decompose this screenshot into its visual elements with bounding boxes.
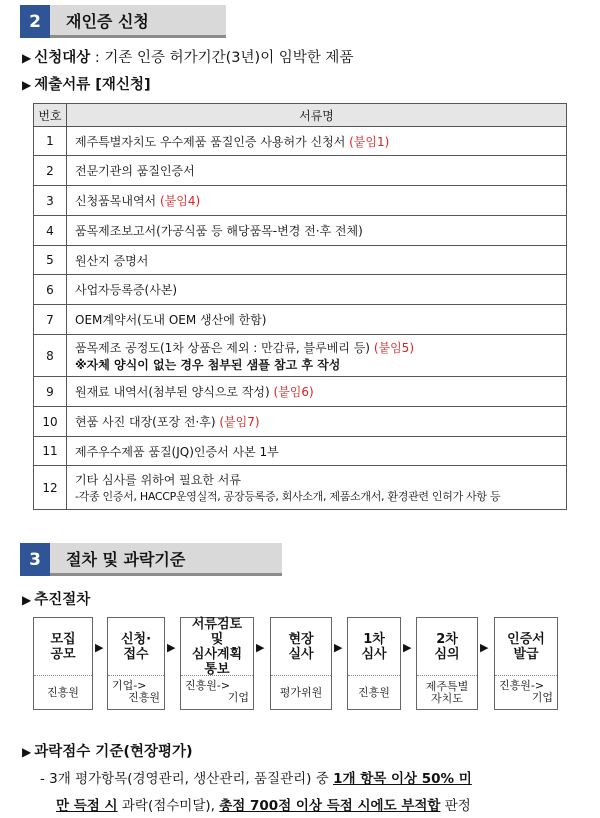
step-recruit: 모집 공모 진흥원: [33, 617, 93, 710]
table-row: [34, 127, 567, 156]
row-text: 사업자등록증(사본): [67, 275, 567, 305]
table-row: [34, 156, 567, 186]
table-row: [34, 377, 567, 407]
row-number: 6: [34, 275, 67, 305]
row-text: 제주우수제품 품질(JQ)인증서 사본 1부: [67, 437, 567, 466]
row-text: 원산지 증명서: [67, 246, 567, 275]
step-first-review: 1차 심사 진흥원: [347, 617, 401, 710]
table-header-row: [34, 104, 567, 127]
section-3-header: [20, 543, 282, 576]
triangle-bullet-icon: ▶: [22, 78, 32, 92]
row-number: 2: [34, 156, 67, 186]
section-3-title: 절차 및 과락기준: [50, 543, 282, 576]
step-site-inspection: 현장 실사 평가위원: [270, 617, 332, 710]
target-text: : 기존 인증 허가기간(3년)이 임박한 제품: [90, 50, 354, 66]
row-number: 8: [34, 335, 67, 377]
row-subtext: -각종 인증서, HACCP운영실적, 공장등록증, 회사소개, 제품소개서, 환경관련 인허가 사항 등: [75, 490, 501, 503]
row-number: 12: [34, 466, 67, 510]
arrow-right-icon: ▶: [167, 641, 176, 654]
row-docname: [67, 127, 567, 156]
arrow-right-icon: ▶: [95, 641, 104, 654]
table-row: [34, 407, 567, 437]
step-apply: 신청· 접수 기업-> 진흥원: [107, 617, 165, 710]
process-line: [22, 588, 90, 609]
row-docname: [67, 466, 567, 510]
row-docname: [67, 335, 567, 377]
row-text: 현품 사진 대장(포장 전·후): [75, 415, 220, 429]
step-review: 서류검토 및 심사계획 통보 진흥원-> 기업: [180, 617, 254, 710]
row-number: 5: [34, 246, 67, 275]
row-number: 9: [34, 377, 67, 407]
table-row: [34, 305, 567, 335]
section-2-title: 재인증 신청: [50, 5, 226, 38]
header-number: 번호: [34, 104, 67, 127]
criteria-text-line-2: 만 득점 시 과락(점수미달), 총점 700점 이상 득점 시에도 부적합 판정: [56, 798, 471, 814]
row-tag: (붙임4): [159, 194, 201, 208]
row-text: 품목제조보고서(가공식품 등 해당품목-변경 전·후 전체): [67, 216, 567, 246]
table-row: [34, 216, 567, 246]
triangle-bullet-icon: ▶: [22, 593, 32, 607]
section-2-header: [20, 5, 226, 38]
row-number: 11: [34, 437, 67, 466]
row-text: 전문기관의 품질인증서: [67, 156, 567, 186]
row-text: 기타 심사를 위하여 필요한 서류: [75, 473, 241, 487]
row-number: 3: [34, 186, 67, 216]
row-text: OEM계약서(도내 OEM 생산에 한함): [67, 305, 567, 335]
arrow-right-icon: ▶: [334, 641, 343, 654]
table-row: [34, 186, 567, 216]
step-second-review: 2차 심의 제주특별 자치도: [416, 617, 478, 710]
arrow-right-icon: ▶: [480, 641, 489, 654]
triangle-bullet-icon: ▶: [22, 51, 32, 65]
header-docname: 서류명: [67, 104, 567, 127]
row-docname: [67, 377, 567, 407]
arrow-right-icon: ▶: [403, 641, 412, 654]
process-label: 추진절차: [34, 592, 91, 608]
row-text: 신청품목내역서: [75, 194, 160, 208]
table-row: [34, 246, 567, 275]
row-tag: (붙임1): [349, 134, 390, 149]
row-tag: (붙임7): [219, 415, 260, 429]
arrow-right-icon: ▶: [256, 641, 265, 654]
table-row: [34, 335, 567, 377]
table-row: [34, 275, 567, 305]
row-number: 1: [34, 127, 67, 156]
row-text: 원재료 내역서(첨부된 양식으로 작성): [75, 385, 274, 399]
row-docname: [67, 186, 567, 216]
triangle-bullet-icon: ▶: [22, 745, 32, 759]
documents-table: [33, 103, 567, 510]
table-row: [34, 466, 567, 510]
target-label: 신청대상: [34, 50, 91, 66]
section-2-number: 2: [20, 5, 50, 38]
docs-line: [22, 73, 151, 94]
docs-label: 제출서류 [재신청]: [34, 77, 151, 93]
row-text: 품목제조 공정도(1차 상품은 제외 : 만감류, 블루베리 등): [75, 340, 374, 355]
row-number: 7: [34, 305, 67, 335]
table-row: [34, 437, 567, 466]
criteria-text-line-1: - 3개 평가항목(경영관리, 생산관리, 품질관리) 중 1개 항목 이상 50% 미: [40, 771, 472, 787]
criteria-label: 과락점수 기준(현장평가): [34, 744, 193, 760]
row-text: 제주특별자치도 우수제품 품질인증 사용허가 신청서: [75, 134, 350, 149]
step-certificate: 인증서 발급 진흥원-> 기업: [494, 617, 558, 710]
section-3-number: 3: [20, 543, 50, 576]
row-tag: (붙임6): [273, 385, 314, 399]
row-number: 10: [34, 407, 67, 437]
criteria-line: [22, 740, 193, 761]
row-tag: (붙임5): [373, 340, 414, 355]
row-number: 4: [34, 216, 67, 246]
row-docname: [67, 407, 567, 437]
target-line: [22, 46, 353, 67]
row-note: ※자체 양식이 없는 경우 첨부된 샘플 참고 후 작성: [75, 357, 341, 372]
